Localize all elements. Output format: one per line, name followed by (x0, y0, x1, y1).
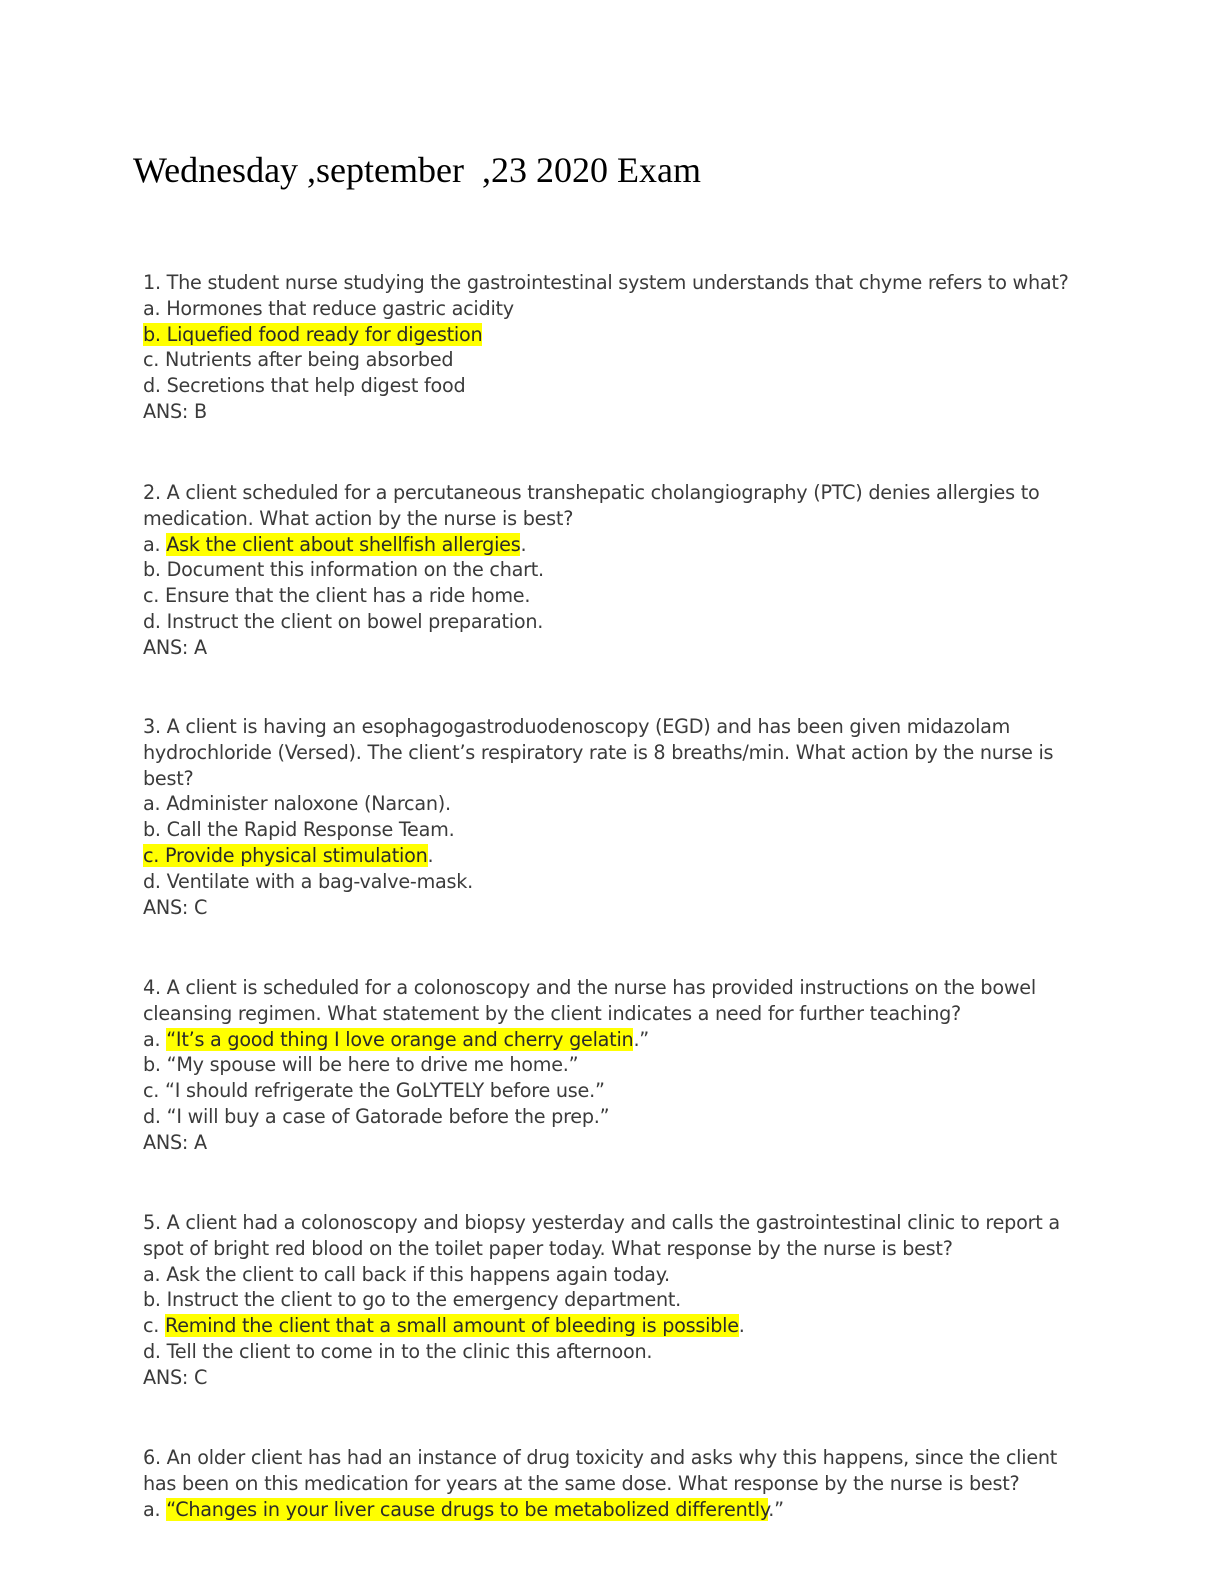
option-c: c. Nutrients after being absorbed (143, 348, 454, 372)
question-stem: spot of bright red blood on the toilet paper today. What response by the nurse is best? (143, 1236, 953, 1260)
option-a: a. Administer naloxone (Narcan). (143, 792, 451, 816)
option-c: c. Remind the client that a small amount of bleeding is possible. (143, 1314, 745, 1338)
option-b: b. Document this information on the chart. (143, 558, 544, 582)
question-6 (143, 1445, 1057, 1522)
option-d: d. Tell the client to come in to the clinic this afternoon. (143, 1339, 653, 1363)
question-5 (143, 1210, 1060, 1391)
highlighted-answer: c. Provide physical stimulation (143, 843, 428, 867)
option-a: a. “Changes in your liver cause drugs to be metabolized differently.” (143, 1497, 784, 1521)
option-d: d. Instruct the client on bowel preparation. (143, 609, 544, 633)
highlighted-answer: Ask the client about shellfish allergies (166, 532, 521, 556)
answer-key: ANS: B (143, 399, 207, 423)
option-b (143, 322, 1069, 348)
option-c: c. “I should refrigerate the GoLYTELY before use.” (143, 1079, 605, 1103)
option-a: a. “It’s a good thing I love orange and cherry gelatin.” (143, 1027, 649, 1051)
answer-key: ANS: C (143, 895, 208, 919)
question-stem: cleansing regimen. What statement by the client indicates a need for further teaching? (143, 1001, 961, 1025)
question-stem: has been on this medication for years at the same dose. What response by the nurse is best? (143, 1471, 1020, 1495)
highlighted-answer: “It’s a good thing I love orange and cherry gelatin (166, 1027, 634, 1051)
page-title: Wednesday ,september ,23 2020 Exam (133, 150, 701, 190)
question-stem: hydrochloride (Versed). The client’s respiratory rate is 8 breaths/min. What action by the nurse is (143, 740, 1054, 764)
option-d: d. “I will buy a case of Gatorade before the prep.” (143, 1104, 610, 1128)
answer-key: ANS: A (143, 1130, 207, 1154)
question-2 (143, 480, 1039, 661)
question-stem: 3. A client is having an esophagogastroduodenoscopy (EGD) and has been given midazolam (143, 715, 1011, 738)
option-b: b. Instruct the client to go to the emergency department. (143, 1288, 682, 1312)
answer-key: ANS: C (143, 1365, 208, 1389)
option-b: b. Call the Rapid Response Team. (143, 818, 455, 842)
answer-key: ANS: A (143, 635, 207, 659)
highlighted-answer: b. Liquefied food ready for digestion (143, 322, 483, 346)
question-stem: 4. A client is scheduled for a colonoscopy and the nurse has provided instructions on the bowel (143, 976, 1036, 999)
option-c: c. Provide physical stimulation. (143, 843, 434, 867)
option-d: d. Secretions that help digest food (143, 374, 466, 398)
question-stem: 1. The student nurse studying the gastrointestinal system understands that chyme refers to what? (143, 271, 1069, 294)
question-stem: medication. What action by the nurse is best? (143, 506, 574, 530)
question-4 (143, 975, 1036, 1156)
option-a: a. Hormones that reduce gastric acidity (143, 296, 514, 320)
option-c: c. Ensure that the client has a ride home. (143, 584, 531, 608)
highlighted-answer: “Changes in your liver cause drugs to be metabolized differently (166, 1497, 769, 1521)
option-b: b. “My spouse will be here to drive me home.” (143, 1053, 579, 1077)
option-d: d. Ventilate with a bag-valve-mask. (143, 869, 473, 893)
question-stem: best? (143, 766, 194, 790)
option-a: a. Ask the client about shellfish allergies. (143, 532, 527, 556)
question-1 (143, 270, 1069, 425)
question-stem: 6. An older client has had an instance of drug toxicity and asks why this happens, since the client (143, 1446, 1058, 1469)
question-3 (143, 714, 1053, 920)
option-a: a. Ask the client to call back if this happens again today. (143, 1262, 670, 1286)
highlighted-answer: Remind the client that a small amount of bleeding is possible (165, 1314, 739, 1338)
question-stem: 2. A client scheduled for a percutaneous transhepatic cholangiography (PTC) denies allergies to (143, 481, 1040, 504)
question-stem: 5. A client had a colonoscopy and biopsy yesterday and calls the gastrointestinal clinic to report a (143, 1211, 1060, 1234)
